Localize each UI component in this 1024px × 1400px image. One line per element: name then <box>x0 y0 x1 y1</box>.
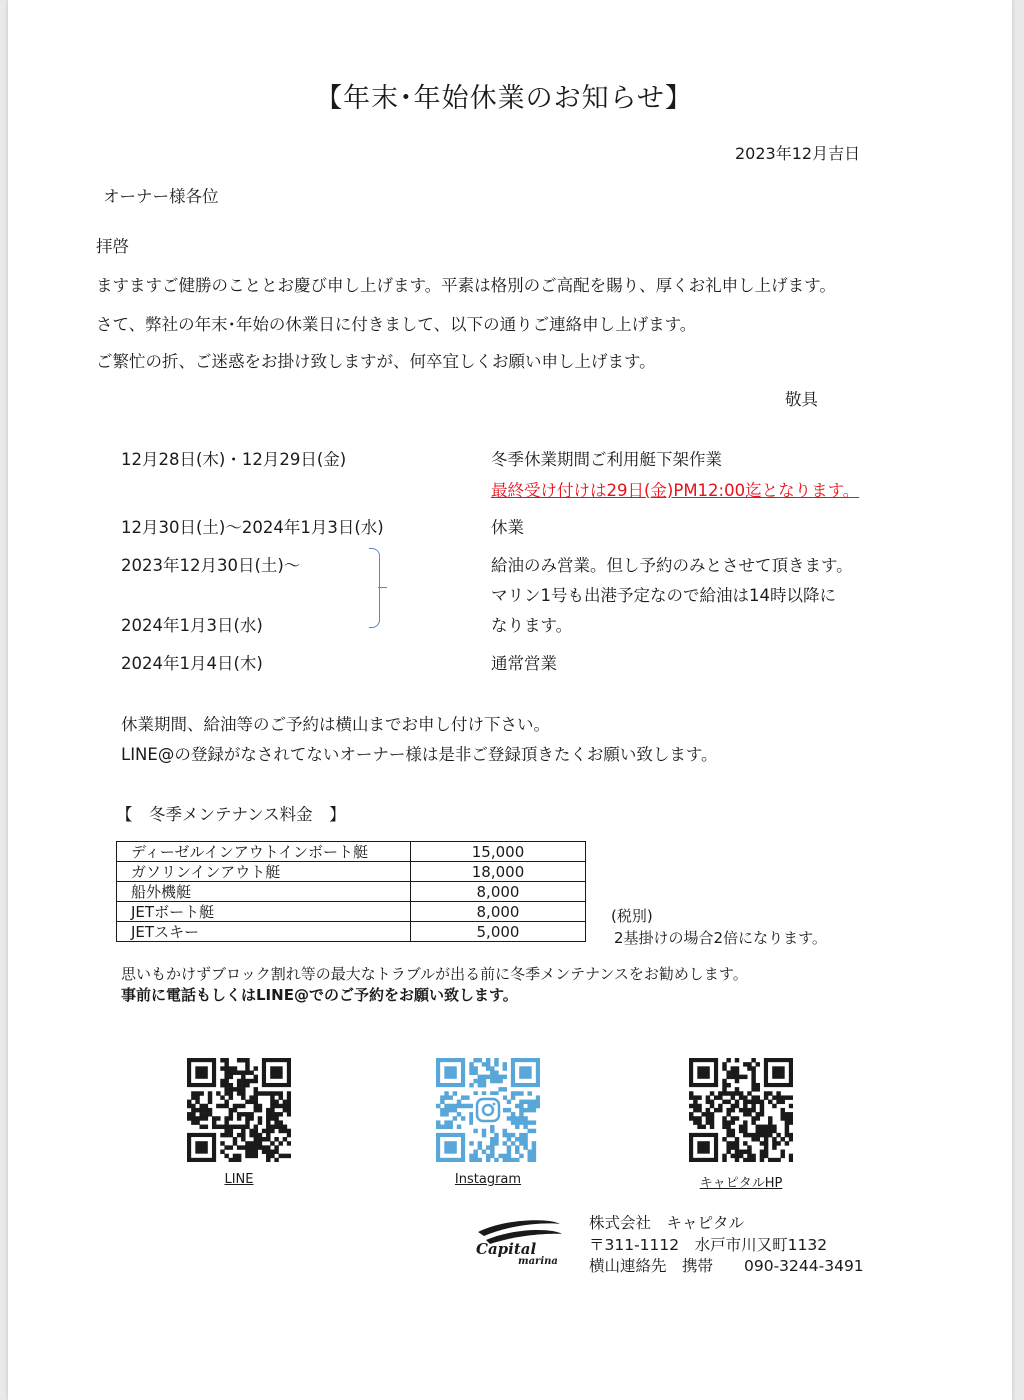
company-name: 株式会社 キャピタル <box>589 1214 745 1232</box>
schedule-dates-1: 12月28日(木)・12月29日(金) <box>121 450 347 469</box>
schedule-desc-3-line-3: なります。 <box>491 616 573 635</box>
schedule-dates-3-from: 2023年12月30日(土)～ <box>121 556 301 575</box>
svg-text:Capital: Capital <box>476 1240 537 1258</box>
instagram-qr-code[interactable] <box>436 1058 540 1162</box>
capital-marina-logo <box>456 1214 568 1270</box>
fee-item: 船外機艇 <box>117 882 411 902</box>
maintenance-recommendation: 思いもかけずブロック割れ等の最大なトラブルが出る前に冬季メンテナンスをお勧めします。 <box>121 965 748 983</box>
table-row <box>117 842 586 862</box>
company-address: 〒311-1112 水戸市川又町1132 <box>589 1236 828 1254</box>
fee-price: 5,000 <box>411 922 586 942</box>
line-link[interactable]: LINE <box>224 1172 254 1187</box>
double-engine-note: 2基掛けの場合2倍になります。 <box>614 929 827 947</box>
closing-word: 敬具 <box>785 390 818 409</box>
schedule-dates-3-to: 2024年1月3日(水) <box>121 616 263 635</box>
reservation-note-1: 休業期間、給油等のご予約は横山までお申し付け下さい。 <box>121 715 550 734</box>
table-row <box>117 902 586 922</box>
tax-note: (税別) <box>611 907 653 925</box>
fee-price: 8,000 <box>411 882 586 902</box>
notice-date: 2023年12月吉日 <box>735 144 861 163</box>
addressee: オーナー様各位 <box>103 187 219 206</box>
schedule-dates-4: 2024年1月4日(木) <box>121 654 263 673</box>
table-row <box>117 882 586 902</box>
body-line-2: さて、弊社の年末･年始の休業日に付きまして、以下の通りご連絡申し上げます。 <box>96 315 697 334</box>
maintenance-heading: 【 冬季メンテナンス料金 】 <box>116 805 346 824</box>
fee-item: ディーゼルインアウトインボート艇 <box>117 842 411 862</box>
body-line-1: ますますご健勝のこととお慶び申し上げます。平素は格別のご高配を賜り、厚くお礼申し上げます。 <box>96 276 836 295</box>
svg-text:marina: marina <box>518 1256 558 1267</box>
company-contact: 横山連絡先 携帯 090-3244-3491 <box>589 1257 864 1275</box>
schedule-desc-4: 通常営業 <box>491 654 557 673</box>
schedule-desc-2: 休業 <box>491 518 524 537</box>
notice-sheet <box>8 0 1012 1400</box>
table-row <box>117 862 586 882</box>
schedule-desc-3-line-2: マリン1号も出港予定なので給油は14時以降に <box>491 586 836 605</box>
instagram-link[interactable]: Instagram <box>454 1172 522 1187</box>
schedule-desc-1: 冬季休業期間ご利用艇下架作業 <box>491 450 722 469</box>
fee-price: 8,000 <box>411 902 586 922</box>
table-row <box>117 922 586 942</box>
period-bracket <box>369 548 380 628</box>
fee-item: JETボート艇 <box>117 902 411 922</box>
fee-price: 18,000 <box>411 862 586 882</box>
fee-item: ガソリンインアウト艇 <box>117 862 411 882</box>
fee-item: JETスキー <box>117 922 411 942</box>
schedule-dates-2: 12月30日(土)～2024年1月3日(水) <box>121 518 384 537</box>
homepage-qr-code[interactable] <box>689 1058 793 1162</box>
reservation-request: 事前に電話もしくはLINE@でのご予約をお願い致します。 <box>121 986 518 1004</box>
maintenance-fee-table <box>116 841 586 942</box>
line-qr-code[interactable] <box>187 1058 291 1162</box>
fee-price: 15,000 <box>411 842 586 862</box>
page-title: 【年末･年始休業のお知らせ】 <box>315 83 693 114</box>
reservation-note-2: LINE@の登録がなされてないオーナー様は是非ご登録頂きたくお願い致します。 <box>121 745 718 764</box>
deadline-alert: 最終受け付けは29日(金)PM12:00迄となります。 <box>491 481 860 500</box>
body-line-3: ご繁忙の折、ご迷惑をお掛け致しますが、何卒宜しくお願い申し上げます。 <box>96 352 656 371</box>
schedule-desc-3-line-1: 給油のみ営業。但し予約のみとさせて頂きます。 <box>491 556 853 575</box>
opening-word: 拝啓 <box>96 237 129 256</box>
homepage-link[interactable]: キャピタルHP <box>699 1176 783 1191</box>
